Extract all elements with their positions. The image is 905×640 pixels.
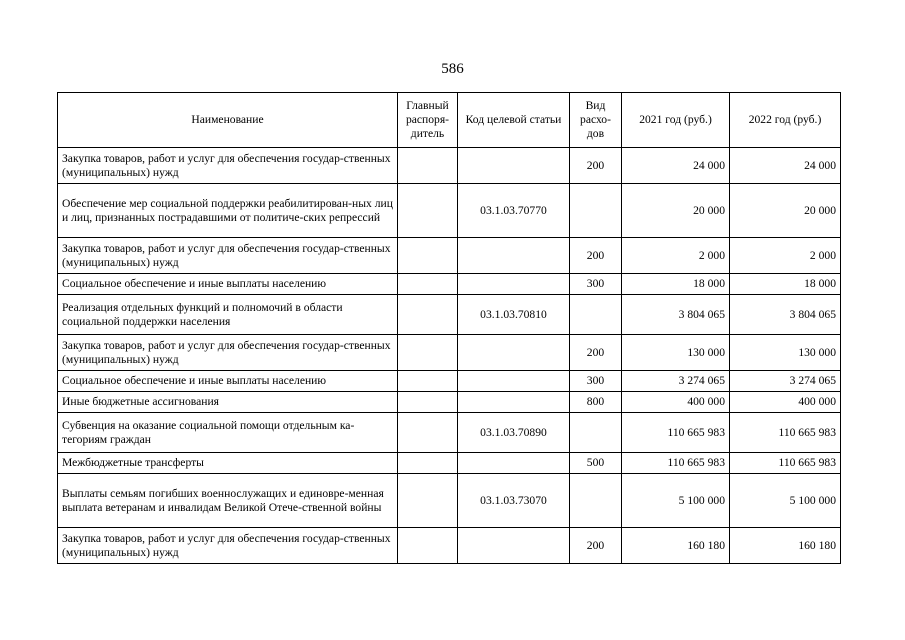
row-2022: 130 000 xyxy=(730,335,841,371)
table-row xyxy=(58,295,841,335)
row-code xyxy=(458,392,570,413)
row-2021: 130 000 xyxy=(622,335,730,371)
row-2021: 110 665 983 xyxy=(622,453,730,474)
row-2021: 5 100 000 xyxy=(622,474,730,528)
row-admin xyxy=(398,413,458,453)
row-type: 300 xyxy=(570,274,622,295)
row-2022: 24 000 xyxy=(730,148,841,184)
row-code: 03.1.03.70770 xyxy=(458,184,570,238)
row-admin xyxy=(398,238,458,274)
header-name: Наименование xyxy=(58,93,398,148)
row-2021: 3 804 065 xyxy=(622,295,730,335)
budget-table xyxy=(57,92,841,564)
row-type: 300 xyxy=(570,371,622,392)
row-name: Закупка товаров, работ и услуг для обеспечения государ-ственных (муниципальных) нужд xyxy=(58,335,398,371)
header-code: Код целевой статьи xyxy=(458,93,570,148)
row-admin xyxy=(398,295,458,335)
row-code xyxy=(458,335,570,371)
row-2021: 20 000 xyxy=(622,184,730,238)
row-name: Социальное обеспечение и иные выплаты населению xyxy=(58,274,398,295)
row-2022: 3 274 065 xyxy=(730,371,841,392)
header-2021: 2021 год (руб.) xyxy=(622,93,730,148)
table-row xyxy=(58,184,841,238)
row-code: 03.1.03.70890 xyxy=(458,413,570,453)
row-2022: 18 000 xyxy=(730,274,841,295)
row-2022: 2 000 xyxy=(730,238,841,274)
row-code xyxy=(458,453,570,474)
header-2022: 2022 год (руб.) xyxy=(730,93,841,148)
row-2022: 5 100 000 xyxy=(730,474,841,528)
row-type: 200 xyxy=(570,528,622,564)
row-code xyxy=(458,371,570,392)
header-type: Вид расхо-дов xyxy=(570,93,622,148)
row-2022: 3 804 065 xyxy=(730,295,841,335)
row-type xyxy=(570,474,622,528)
row-2022: 20 000 xyxy=(730,184,841,238)
row-admin xyxy=(398,453,458,474)
row-name: Межбюджетные трансферты xyxy=(58,453,398,474)
table-row xyxy=(58,148,841,184)
row-code: 03.1.03.70810 xyxy=(458,295,570,335)
row-name: Иные бюджетные ассигнования xyxy=(58,392,398,413)
row-admin xyxy=(398,392,458,413)
row-name: Реализация отдельных функций и полномочий в области социальной поддержки населения xyxy=(58,295,398,335)
table-header-row xyxy=(58,93,841,148)
row-name: Закупка товаров, работ и услуг для обеспечения государ-ственных (муниципальных) нужд xyxy=(58,148,398,184)
row-code xyxy=(458,148,570,184)
page-number: 586 xyxy=(441,61,464,77)
table-row xyxy=(58,335,841,371)
table-row xyxy=(58,392,841,413)
row-type: 500 xyxy=(570,453,622,474)
row-code xyxy=(458,238,570,274)
row-code xyxy=(458,274,570,295)
row-type: 200 xyxy=(570,238,622,274)
table-row xyxy=(58,413,841,453)
row-code xyxy=(458,528,570,564)
row-admin xyxy=(398,274,458,295)
table-row xyxy=(58,528,841,564)
row-2021: 160 180 xyxy=(622,528,730,564)
row-admin xyxy=(398,371,458,392)
row-name: Выплаты семьям погибших военнослужащих и единовре-менная выплата ветеранам и инвалидам Великой Отече-ственной войны xyxy=(58,474,398,528)
row-name: Обеспечение мер социальной поддержки реабилитирован-ных лиц и лиц, признанных пострадавшими от политиче-ских репрессий xyxy=(58,184,398,238)
row-name: Закупка товаров, работ и услуг для обеспечения государ-ственных (муниципальных) нужд xyxy=(58,528,398,564)
table-row xyxy=(58,453,841,474)
row-type xyxy=(570,295,622,335)
row-type xyxy=(570,413,622,453)
row-admin xyxy=(398,528,458,564)
row-2021: 400 000 xyxy=(622,392,730,413)
row-2022: 110 665 983 xyxy=(730,453,841,474)
row-2022: 160 180 xyxy=(730,528,841,564)
row-name: Закупка товаров, работ и услуг для обеспечения государ-ственных (муниципальных) нужд xyxy=(58,238,398,274)
row-2021: 110 665 983 xyxy=(622,413,730,453)
header-admin: Главный распоря-дитель xyxy=(398,93,458,148)
table-row xyxy=(58,238,841,274)
table-row xyxy=(58,371,841,392)
row-admin xyxy=(398,184,458,238)
row-admin xyxy=(398,148,458,184)
row-type xyxy=(570,184,622,238)
table-row xyxy=(58,274,841,295)
row-type: 200 xyxy=(570,148,622,184)
row-name: Субвенция на оказание социальной помощи отдельным ка-тегориям граждан xyxy=(58,413,398,453)
row-name: Социальное обеспечение и иные выплаты населению xyxy=(58,371,398,392)
table-row xyxy=(58,474,841,528)
row-2021: 2 000 xyxy=(622,238,730,274)
row-admin xyxy=(398,335,458,371)
row-type: 200 xyxy=(570,335,622,371)
row-code: 03.1.03.73070 xyxy=(458,474,570,528)
row-2021: 24 000 xyxy=(622,148,730,184)
row-2022: 400 000 xyxy=(730,392,841,413)
row-admin xyxy=(398,474,458,528)
row-2021: 18 000 xyxy=(622,274,730,295)
row-2022: 110 665 983 xyxy=(730,413,841,453)
row-type: 800 xyxy=(570,392,622,413)
row-2021: 3 274 065 xyxy=(622,371,730,392)
